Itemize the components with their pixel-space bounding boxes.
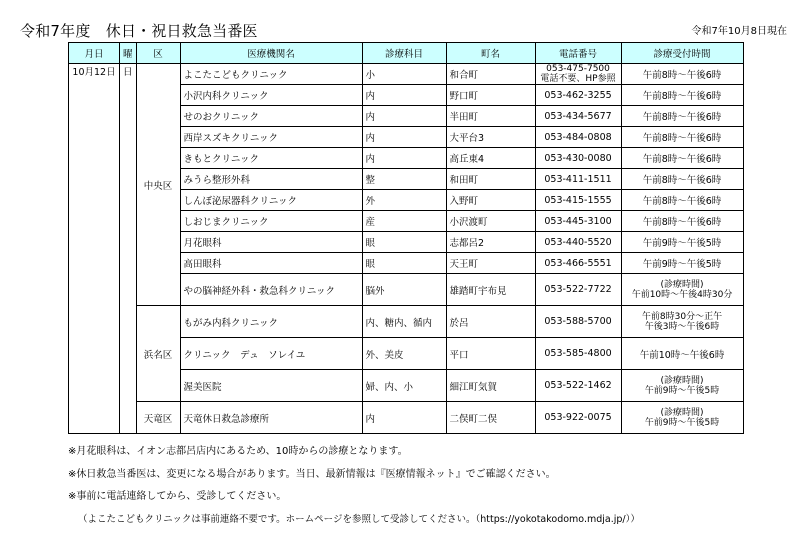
town: 志都呂2 — [446, 232, 535, 253]
phone: 053-585-4800 — [535, 338, 621, 370]
town: 平口 — [446, 338, 535, 370]
hours: 午前9時～午後5時 — [621, 253, 743, 274]
facility-name: 小沢内科クリニック — [180, 85, 362, 106]
facility-name: きもとクリニック — [180, 148, 362, 169]
hours-label: (診療時間) — [660, 375, 704, 386]
phone: 053-922-0075 — [535, 402, 621, 434]
facility-name: 天竜休日救急診療所 — [180, 402, 362, 434]
department: 内 — [362, 85, 446, 106]
hours — [621, 402, 743, 434]
phone: 053-522-1462 — [535, 370, 621, 402]
phone: 053-415-1555 — [535, 190, 621, 211]
col-facility: 医療機関名 — [180, 43, 362, 64]
table-row — [69, 402, 744, 434]
town: 高丘東4 — [446, 148, 535, 169]
hours-value: 午前10時～午後4時30分 — [631, 289, 733, 300]
department: 婦、内、小 — [362, 370, 446, 402]
town: 細江町気賀 — [446, 370, 535, 402]
town: 野口町 — [446, 85, 535, 106]
hours: 午前8時～午後6時 — [621, 211, 743, 232]
department: 外、美皮 — [362, 338, 446, 370]
town: 二俣町二俣 — [446, 402, 535, 434]
department: 内 — [362, 402, 446, 434]
table-row — [69, 64, 744, 85]
ward-cell-hamana: 浜名区 — [136, 306, 180, 402]
hours-afternoon: 午後3時～午後6時 — [644, 321, 720, 332]
hours: 午前8時～午後6時 — [621, 85, 743, 106]
facility-name: 渥美医院 — [180, 370, 362, 402]
phone: 053-462-3255 — [535, 85, 621, 106]
col-date: 月日 — [69, 43, 120, 64]
facility-name: しんぼ泌尿器科クリニック — [180, 190, 362, 211]
hours: 午前8時～午後6時 — [621, 64, 743, 85]
note-item: （よこたこどもクリニックは事前連絡不要です。ホームページを参照して受診してください。（https://yokotakodomo.mdja.jp/）） — [78, 513, 640, 525]
hours: 午前8時～午後6時 — [621, 148, 743, 169]
as-of-date: 令和7年10月8日現在 — [691, 26, 787, 37]
department: 内 — [362, 127, 446, 148]
phone — [535, 64, 621, 85]
table-row — [69, 306, 744, 338]
phone: 053-411-1511 — [535, 169, 621, 190]
hours: 午前8時～午後6時 — [621, 169, 743, 190]
department: 眼 — [362, 232, 446, 253]
note-item: ※月花眼科は、イオン志都呂店内にあるため、10時からの診療となります。 — [68, 446, 408, 457]
phone-number: 053-475-7500 — [546, 64, 610, 74]
town: 雄踏町宇布見 — [446, 274, 535, 306]
weekday-cell: 日 — [120, 64, 137, 434]
ward-cell-tenryu: 天竜区 — [136, 402, 180, 434]
department: 産 — [362, 211, 446, 232]
facility-name: 高田眼科 — [180, 253, 362, 274]
facility-name: やの脳神経外科・救急科クリニック — [180, 274, 362, 306]
town: 大平台3 — [446, 127, 535, 148]
hours: 午前8時～午後6時 — [621, 190, 743, 211]
hours — [621, 306, 743, 338]
note-item: ※事前に電話連絡してから、受診してください。 — [68, 491, 287, 502]
town: 天王町 — [446, 253, 535, 274]
phone: 053-522-7722 — [535, 274, 621, 306]
col-hours: 診療受付時間 — [621, 43, 743, 64]
department: 脳外 — [362, 274, 446, 306]
page-title: 令和7年度 休日・祝日救急当番医 — [20, 22, 258, 40]
facility-name: 西岸スズキクリニック — [180, 127, 362, 148]
col-phone: 電話番号 — [535, 43, 621, 64]
hours — [621, 370, 743, 402]
town: 和合町 — [446, 64, 535, 85]
town: 半田町 — [446, 106, 535, 127]
hours-label: (診療時間) — [660, 279, 704, 290]
facility-name: クリニック デュ ソレイユ — [180, 338, 362, 370]
department: 小 — [362, 64, 446, 85]
hours-value: 午前9時～午後5時 — [644, 417, 720, 428]
town: 和田町 — [446, 169, 535, 190]
phone: 053-588-5700 — [535, 306, 621, 338]
facility-name: もがみ内科クリニック — [180, 306, 362, 338]
hours: 午前8時～午後6時 — [621, 127, 743, 148]
phone-note: 電話不要、HP参照 — [540, 74, 616, 84]
town: 於呂 — [446, 306, 535, 338]
facility-name: よこたこどもクリニック — [180, 64, 362, 85]
col-ward: 区 — [136, 43, 180, 64]
department: 眼 — [362, 253, 446, 274]
duty-doctor-table — [68, 42, 744, 434]
date-cell: 10月12日 — [69, 64, 120, 434]
phone: 053-440-5520 — [535, 232, 621, 253]
phone: 053-430-0080 — [535, 148, 621, 169]
department: 内 — [362, 148, 446, 169]
hours-value: 午前9時～午後5時 — [644, 385, 720, 396]
col-department: 診療科目 — [362, 43, 446, 64]
phone: 053-434-5677 — [535, 106, 621, 127]
table-header-row — [69, 43, 744, 64]
notes-section — [68, 441, 640, 531]
note-item: ※休日救急当番医は、変更になる場合があります。当日、最新情報は『医療情報ネット』でご確認ください。 — [68, 468, 556, 480]
phone: 053-445-3100 — [535, 211, 621, 232]
hours: 午前8時～午後6時 — [621, 106, 743, 127]
phone: 053-484-0808 — [535, 127, 621, 148]
department: 整 — [362, 169, 446, 190]
town: 入野町 — [446, 190, 535, 211]
hours-label: (診療時間) — [660, 407, 704, 418]
hours: 午前9時～午後5時 — [621, 232, 743, 253]
hours: 午前10時～午後6時 — [621, 338, 743, 370]
phone: 053-466-5551 — [535, 253, 621, 274]
facility-name: みうら整形外科 — [180, 169, 362, 190]
hours-morning: 午前8時30分～正午 — [641, 311, 723, 322]
town: 小沢渡町 — [446, 211, 535, 232]
facility-name: しおじまクリニック — [180, 211, 362, 232]
ward-cell-chuo: 中央区 — [136, 64, 180, 306]
col-town: 町名 — [446, 43, 535, 64]
department: 内、糖内、循内 — [362, 306, 446, 338]
facility-name: せのおクリニック — [180, 106, 362, 127]
hours — [621, 274, 743, 306]
department: 外 — [362, 190, 446, 211]
department: 内 — [362, 106, 446, 127]
facility-name: 月花眼科 — [180, 232, 362, 253]
col-weekday: 曜 — [120, 43, 137, 64]
